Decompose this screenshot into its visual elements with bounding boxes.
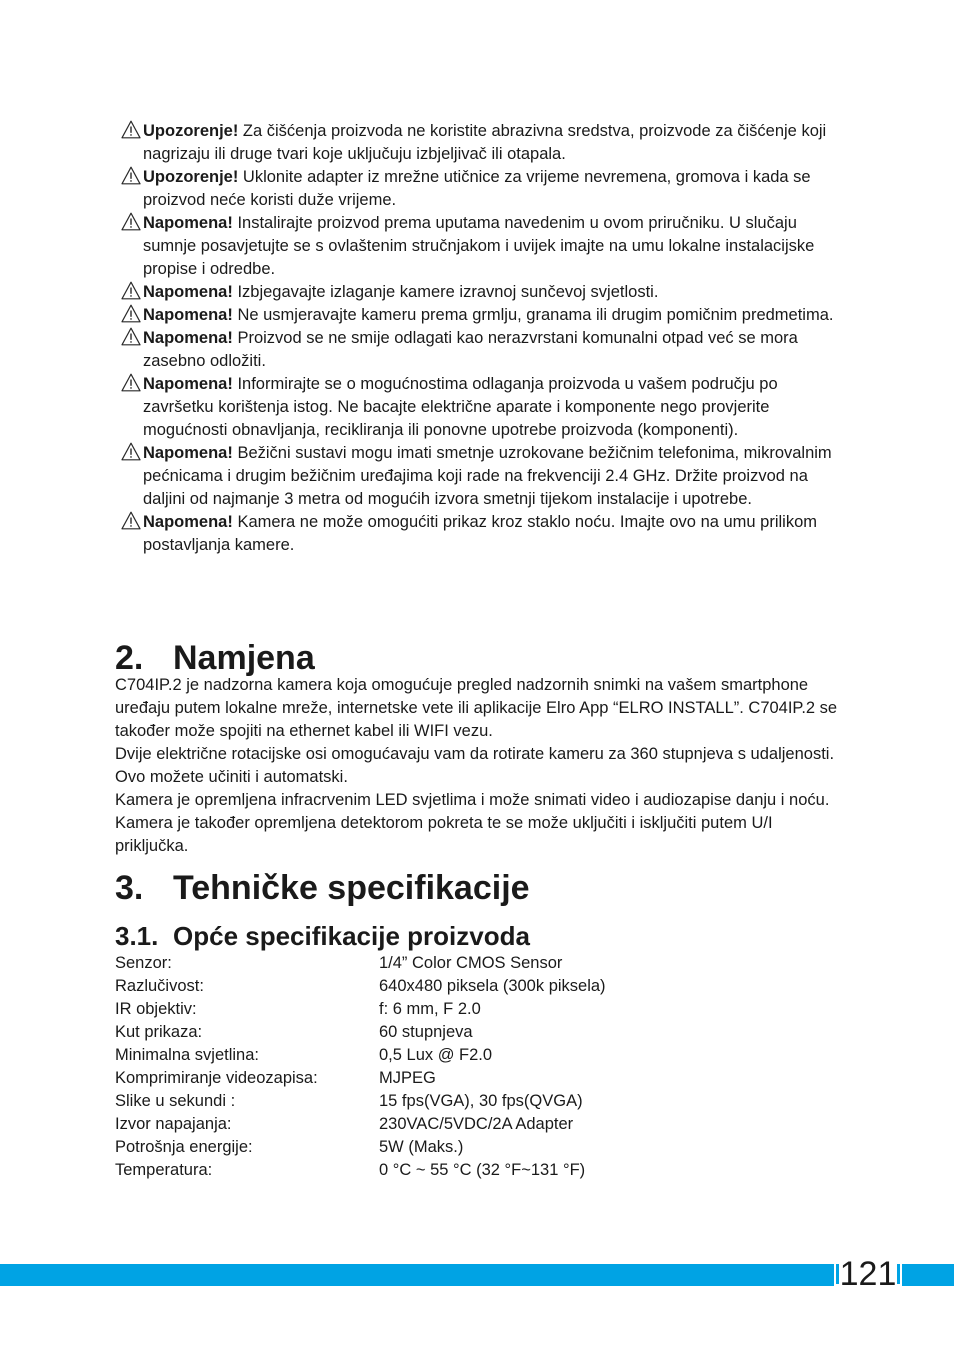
warning-item: [119, 327, 849, 373]
section-2-body: [115, 674, 845, 858]
warning-text: Bežični sustavi mogu imati smetnje uzrokovane bežičnim telefonima, mikrovalnim pećnicama i drugim bežičnim uređajima koji rade na frekvenciji 2.4 GHz. Držite proizvod na daljini od najmanje 3 metra od mogućih izvora smetnji tijekom instalacije i upotrebe.: [143, 444, 832, 508]
subsection-number: 3.1.: [115, 921, 159, 951]
spec-label: Razlučivost:: [115, 977, 204, 995]
warning-triangle-icon: [121, 281, 141, 300]
spec-row: [115, 1090, 715, 1113]
spec-table: [115, 952, 715, 1182]
spec-label: Potrošnja energije:: [115, 1138, 253, 1156]
section-2-number: 2.: [115, 639, 144, 677]
warning-label: Upozorenje!: [143, 168, 239, 186]
subsection-title: Opće specifikacije proizvoda: [173, 921, 530, 951]
warning-label: Napomena!: [143, 306, 233, 324]
warning-item: [119, 511, 849, 557]
warning-text: Informirajte se o mogućnostima odlaganja proizvoda u vašem području po završetku korištenja istog. Ne bacajte električne aparate i komponente nego provjerite mogućnosti obnavljanja, recikliranja ili ponovne upotrebe proizvoda (komponenti).: [143, 375, 778, 439]
spec-label: Kut prikaza:: [115, 1023, 203, 1041]
warning-item: [119, 304, 849, 327]
warning-label: Upozorenje!: [143, 122, 239, 140]
warning-text: Proizvod se ne smije odlagati kao nerazvrstani komunalni otpad već se mora zasebno odložiti.: [143, 329, 798, 370]
warning-label: Napomena!: [143, 329, 233, 347]
bracket-left: [836, 1264, 839, 1284]
warning-triangle-icon: [121, 442, 141, 461]
warning-text: Izbjegavajte izlaganje kamere izravnoj sunčevoj svjetlosti.: [232, 283, 659, 301]
warning-item: [119, 212, 849, 281]
page-number: 121: [839, 1255, 897, 1293]
warning-text: Ne usmjeravajte kameru prema grmlju, granama ili drugim pomičnim predmetima.: [232, 306, 834, 324]
spec-row: [115, 1021, 715, 1044]
section-2-heading: [115, 638, 315, 678]
spec-row: [115, 1113, 715, 1136]
spec-row: [115, 998, 715, 1021]
warning-item: [119, 120, 849, 166]
warning-item: [119, 281, 849, 304]
warning-label: Napomena!: [143, 444, 233, 462]
warning-triangle-icon: [121, 327, 141, 346]
spec-value: f: 6 mm, F 2.0: [379, 1000, 481, 1018]
warning-text: Kamera ne može omogućiti prikaz kroz staklo noću. Imajte ovo na umu prilikom postavljanja kamere.: [143, 513, 818, 554]
section-3-title: Tehničke specifikacije: [173, 869, 530, 907]
warning-text: Uklonite adapter iz mrežne utičnice za vrijeme nevremena, gromova i kada se proizvod neće koristi duže vrijeme.: [143, 168, 811, 209]
spec-value: 1/4” Color CMOS Sensor: [379, 954, 563, 972]
warning-text: Za čišćenja proizvoda ne koristite abrazivna sredstva, proizvode za čišćenje koji nagrizaju ili druge tvari koje uključuju izbjeljivač ili otapala.: [143, 122, 827, 163]
subsection-3-1-heading: [115, 921, 530, 951]
spec-row: [115, 1159, 715, 1182]
spec-value: 0,5 Lux @ F2.0: [379, 1046, 493, 1064]
warning-item: [119, 373, 849, 442]
spec-label: Minimalna svjetlina:: [115, 1046, 259, 1064]
warning-item: [119, 442, 849, 511]
warning-triangle-icon: [121, 120, 141, 139]
spec-label: Slike u sekundi :: [115, 1092, 236, 1110]
paragraph: C704IP.2 je nadzorna kamera koja omogućuje pregled nadzornih snimki na vašem smartphone uređaju putem lokalne mreže, internetske vete ili aplikacije Elro App “ELRO INSTALL”. C704IP.2 se također može spojiti na ethernet kabel ili WIFI vezu.: [115, 676, 838, 740]
paragraph: Dvije električne rotacijske osi omogućavaju vam da rotirate kameru za 360 stupnjeva s udaljenosti. Ovo možete učiniti i automatski.: [115, 745, 835, 786]
spec-value: 640x480 piksela (300k piksela): [379, 977, 606, 995]
warning-text: Instalirajte proizvod prema uputama navedenim u ovom priručniku. U slučaju sumnje posavjetujte se s ovlaštenim stručnjakom i uvijek imajte na umu lokalne instalacijske propise i odredbe.: [143, 214, 815, 278]
spec-label: Senzor:: [115, 954, 172, 972]
warnings-list: [119, 120, 849, 557]
warning-triangle-icon: [121, 212, 141, 231]
footer-bar: [0, 1264, 954, 1286]
warning-label: Napomena!: [143, 375, 233, 393]
warning-triangle-icon: [121, 373, 141, 392]
spec-value: 0 °C ~ 55 °C (32 °F~131 °F): [379, 1161, 586, 1179]
spec-label: Izvor napajanja:: [115, 1115, 232, 1133]
spec-value: 15 fps(VGA), 30 fps(QVGA): [379, 1092, 583, 1110]
section-3-number: 3.: [115, 869, 144, 907]
spec-value: 5W (Maks.): [379, 1138, 464, 1156]
page-number-box: [834, 1256, 902, 1292]
spec-value: 230VAC/5VDC/2A Adapter: [379, 1115, 574, 1133]
section-3-heading: [115, 868, 530, 908]
spec-row: [115, 1067, 715, 1090]
warning-item: [119, 166, 849, 212]
paragraph: Kamera je opremljena infracrvenim LED svjetlima i može snimati video i audiozapise danju i noću. Kamera je također opremljena detektorom pokreta te se može uključiti i isključiti putem U/I priključka.: [115, 791, 830, 855]
spec-row: [115, 952, 715, 975]
spec-label: IR objektiv:: [115, 1000, 197, 1018]
spec-label: Komprimiranje videozapisa:: [115, 1069, 318, 1087]
spec-label: Temperatura:: [115, 1161, 213, 1179]
warning-label: Napomena!: [143, 513, 233, 531]
warning-label: Napomena!: [143, 283, 233, 301]
warning-triangle-icon: [121, 166, 141, 185]
spec-row: [115, 1044, 715, 1067]
warning-triangle-icon: [121, 511, 141, 530]
spec-value: 60 stupnjeva: [379, 1023, 473, 1041]
warning-label: Napomena!: [143, 214, 233, 232]
warning-triangle-icon: [121, 304, 141, 323]
section-2-title: Namjena: [173, 639, 315, 677]
spec-row: [115, 1136, 715, 1159]
bracket-right: [897, 1264, 900, 1284]
spec-value: MJPEG: [379, 1069, 436, 1087]
spec-row: [115, 975, 715, 998]
